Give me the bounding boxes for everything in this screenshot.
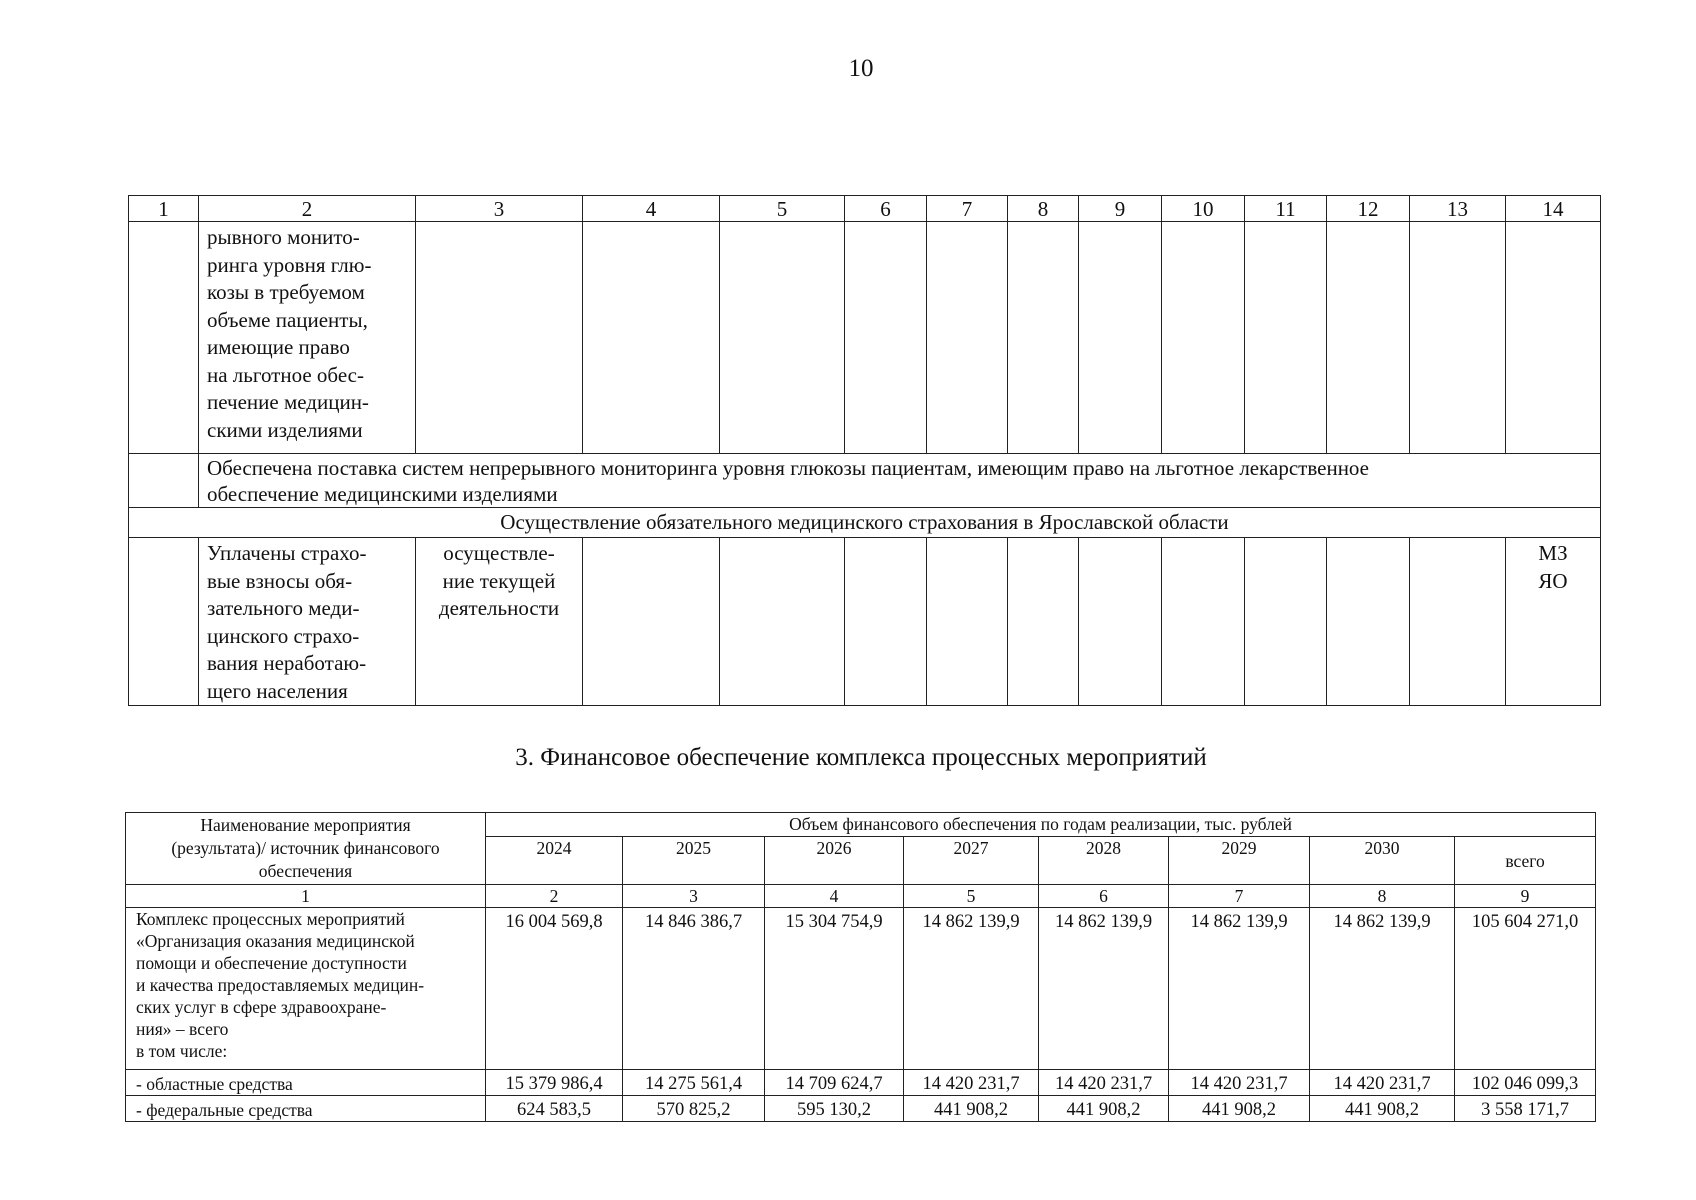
column-number-row xyxy=(126,885,1596,908)
result-row xyxy=(129,454,1601,508)
col-number: 3 xyxy=(623,885,765,908)
col-number: 5 xyxy=(720,196,845,222)
col-number: 3 xyxy=(416,196,583,222)
complex-name: Комплекс процессных мероприятий «Организация оказания медицинской помощи и обеспечение доступности и качества предоставляемых медицин- ских услуг в сфере здравоохране- ния» – всего в том числе: xyxy=(126,908,486,1070)
amount-cell: 441 908,2 xyxy=(1169,1096,1310,1122)
activities-table xyxy=(128,195,1601,706)
col-number: 7 xyxy=(927,196,1008,222)
col-number: 2 xyxy=(486,885,623,908)
amount-cell: 14 420 231,7 xyxy=(1039,1070,1169,1096)
year-header: всего xyxy=(1455,837,1596,885)
col-number: 10 xyxy=(1162,196,1245,222)
task-name: рывного монито- ринга уровня глю- козы в требуемом объеме пациенты, имеющие право на льготное обес- печение медицин- скими изделиями xyxy=(199,222,416,454)
complex-row xyxy=(126,908,1596,1070)
regional-label: - областные средства xyxy=(126,1070,486,1096)
amount-cell: 624 583,5 xyxy=(486,1096,623,1122)
col-number: 9 xyxy=(1079,196,1162,222)
column-number-row xyxy=(129,196,1601,222)
col-number: 2 xyxy=(199,196,416,222)
amount-cell: 14 709 624,7 xyxy=(765,1070,904,1096)
task-name: Уплачены страхо- вые взносы обя- зательного меди- цинского страхо- вания неработаю- щего населения xyxy=(199,538,416,706)
amount-cell: 595 130,2 xyxy=(765,1096,904,1122)
year-header: 2028 xyxy=(1039,837,1169,885)
task-type: осуществле- ние текущей деятельности xyxy=(416,538,583,706)
amount-cell: 14 420 231,7 xyxy=(1169,1070,1310,1096)
federal-label: - федеральные средства xyxy=(126,1096,486,1122)
amount-cell: 14 862 139,9 xyxy=(1169,908,1310,1070)
col-number: 5 xyxy=(904,885,1039,908)
col-number: 13 xyxy=(1410,196,1506,222)
amount-cell: 441 908,2 xyxy=(1039,1096,1169,1122)
page-number: 10 xyxy=(848,55,874,82)
amount-cell: 3 558 171,7 xyxy=(1455,1096,1596,1122)
col-number: 7 xyxy=(1169,885,1310,908)
amount-cell: 14 420 231,7 xyxy=(1310,1070,1455,1096)
col-number: 4 xyxy=(765,885,904,908)
year-header: 2024 xyxy=(486,837,623,885)
col-number: 4 xyxy=(583,196,720,222)
col-number: 9 xyxy=(1455,885,1596,908)
amount-cell: 441 908,2 xyxy=(904,1096,1039,1122)
amount-cell: 16 004 569,8 xyxy=(486,908,623,1070)
amount-cell: 14 862 139,9 xyxy=(1310,908,1455,1070)
year-header: 2029 xyxy=(1169,837,1310,885)
col-number: 6 xyxy=(1039,885,1169,908)
amount-cell: 441 908,2 xyxy=(1310,1096,1455,1122)
amount-cell: 14 862 139,9 xyxy=(1039,908,1169,1070)
section-title-row xyxy=(129,508,1601,538)
year-header: 2025 xyxy=(623,837,765,885)
result-text: Обеспечена поставка систем непрерывного мониторинга уровня глюкозы пациентам, имеющим право на льготное лекарственное обеспечение медицинскими изделиями xyxy=(199,454,1601,508)
amount-cell: 15 304 754,9 xyxy=(765,908,904,1070)
amount-cell: 14 275 561,4 xyxy=(623,1070,765,1096)
year-header: 2026 xyxy=(765,837,904,885)
task-row xyxy=(129,538,1601,706)
col-number: 6 xyxy=(845,196,927,222)
col-number: 8 xyxy=(1310,885,1455,908)
col-number: 1 xyxy=(126,885,486,908)
col-number: 12 xyxy=(1327,196,1410,222)
col-number: 1 xyxy=(129,196,199,222)
task-row xyxy=(129,222,1601,454)
amount-cell: 105 604 271,0 xyxy=(1455,908,1596,1070)
amount-cell: 15 379 986,4 xyxy=(486,1070,623,1096)
regional-row xyxy=(126,1070,1596,1096)
section-title: Осуществление обязательного медицинского страхования в Ярославской области xyxy=(129,508,1601,538)
section-heading: 3. Финансовое обеспечение комплекса процессных мероприятий xyxy=(515,744,1207,771)
header-row xyxy=(126,813,1596,837)
name-header: Наименование мероприятия (результата)/ источник финансового обеспечения xyxy=(126,813,486,885)
col-number: 8 xyxy=(1008,196,1079,222)
amount-cell: 14 420 231,7 xyxy=(904,1070,1039,1096)
amount-cell: 14 846 386,7 xyxy=(623,908,765,1070)
responsible-executor: МЗ ЯО xyxy=(1506,538,1601,706)
col-number: 11 xyxy=(1245,196,1327,222)
federal-row xyxy=(126,1096,1596,1122)
year-header: 2027 xyxy=(904,837,1039,885)
amount-cell: 570 825,2 xyxy=(623,1096,765,1122)
col-number: 14 xyxy=(1506,196,1601,222)
financing-table xyxy=(125,812,1596,1122)
volume-header: Объем финансового обеспечения по годам реализации, тыс. рублей xyxy=(486,813,1596,837)
amount-cell: 14 862 139,9 xyxy=(904,908,1039,1070)
year-header: 2030 xyxy=(1310,837,1455,885)
amount-cell: 102 046 099,3 xyxy=(1455,1070,1596,1096)
